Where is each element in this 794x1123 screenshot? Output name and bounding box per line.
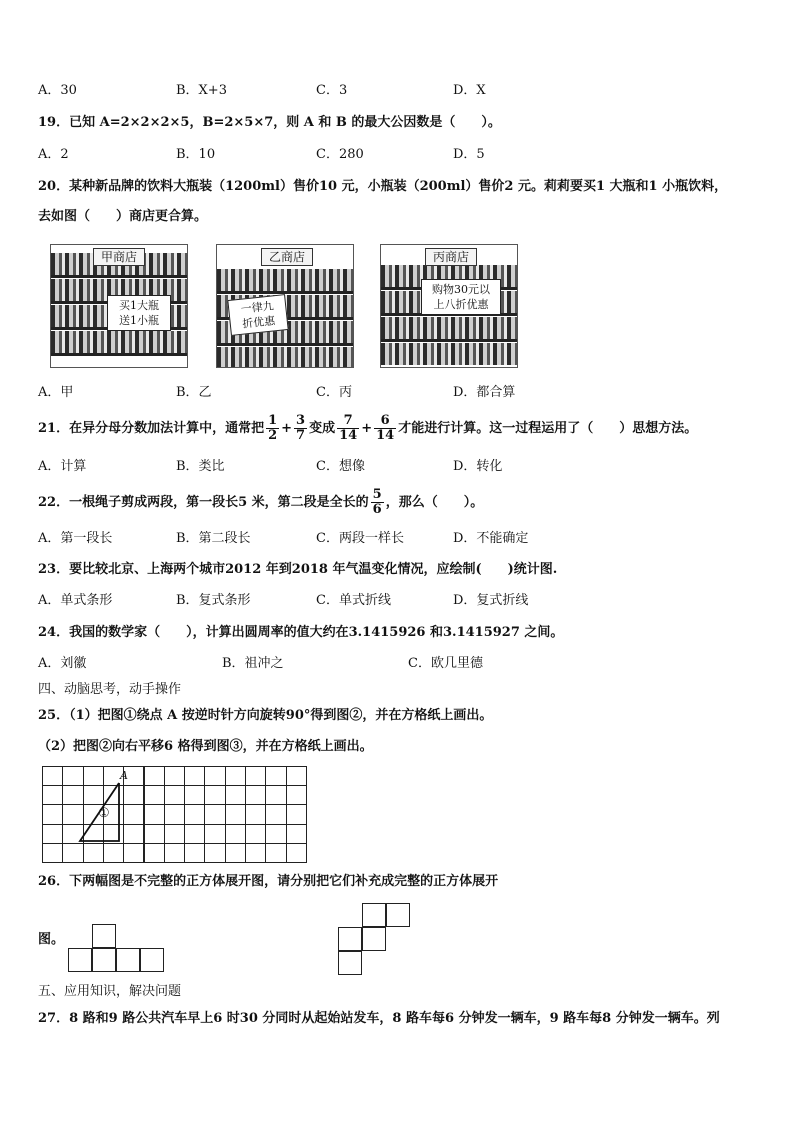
store-photo-yi: [216, 244, 354, 368]
store-title-yi: 乙商店: [261, 248, 313, 266]
q20-option-a: A．甲: [38, 385, 74, 400]
store-photo-bing: [380, 244, 518, 368]
q21-option-c: C．想像: [316, 459, 365, 474]
q26-net-1: [68, 924, 168, 974]
q23-option-c: C．单式折线: [316, 593, 391, 608]
q18-option-d: D．X: [453, 83, 486, 98]
q18-option-a: A．30: [38, 83, 77, 98]
store-photo-jia: [50, 244, 188, 368]
q20-option-d: D．都合算: [453, 385, 516, 400]
q22-option-a: A．第一段长: [38, 531, 113, 546]
q18-option-c: C．3: [316, 83, 348, 98]
q22-fraction: $\frac{5}{6}$: [372, 487, 382, 517]
q19-option-d: D．5: [453, 147, 485, 162]
q21-prefix: 21．在异分母分数加法计算中，通常把: [38, 421, 265, 436]
q22-prefix: 22．一根绳子剪成两段，第一段长5 米，第二段是全长的: [38, 495, 369, 510]
section-5-heading: 五、应用知识，解决问题: [38, 984, 182, 999]
q21-fraction-2: $\frac{3}{7}$: [296, 413, 306, 443]
q22-option-b: B．第二段长: [176, 531, 251, 546]
q19-option-a: A．2: [38, 147, 69, 162]
q21-fraction-1: $\frac{1}{2}$: [268, 413, 278, 443]
q26-instruction-line2: 图。: [38, 932, 65, 947]
q19-option-c: C．280: [316, 147, 364, 162]
q21-option-a: A．计算: [38, 459, 87, 474]
store-sign-yi: 一律九 折优惠: [227, 294, 288, 336]
q24-question: 24．我国的数学家（ ），计算出圆周率的值大约在3.1415926 和3.1415927 之间。: [38, 625, 564, 640]
q24-option-a: A．刘徽: [38, 656, 87, 671]
q24-option-c: C．欧几里德: [408, 656, 483, 671]
section-4-heading: 四、动脑思考，动手操作: [38, 682, 182, 697]
q22-option-d: D．不能确定: [453, 531, 529, 546]
q20-question-line1: 20．某种新品牌的饮料大瓶装（1200ml）售价10 元，小瓶装（200ml）售价2 元。莉莉要买1 大瓶和1 小瓶饮料，: [38, 179, 728, 194]
q21-option-b: B．类比: [176, 459, 225, 474]
q21-suffix: 才能进行计算。这一过程运用了（ ）思想方法。: [398, 421, 698, 436]
q21-fraction-4: $\frac{6}{14}$: [376, 413, 395, 443]
q20-option-c: C．丙: [316, 385, 352, 400]
store-sign-jia: 买1大瓶 送1小瓶: [107, 295, 171, 331]
q25-instruction-1: 25．（1）把图①绕点 A 按逆时针方向旋转90°得到图②，并在方格纸上画出。: [38, 708, 493, 723]
q23-question: 23．要比较北京、上海两个城市2012 年到2018 年气温变化情况，应绘制( )统计图.: [38, 562, 558, 577]
q21-fraction-3: $\frac{7}{14}$: [339, 413, 358, 443]
q26-instruction-line1: 26．下两幅图是不完整的正方体展开图，请分别把它们补充成完整的正方体展开: [38, 874, 499, 889]
q18-option-b: B．X+3: [176, 83, 227, 98]
q23-option-d: D．复式折线: [453, 593, 529, 608]
q19-question: 19．已知 A=2×2×2×5，B=2×5×7，则 A 和 B 的最大公因数是（ ）。: [38, 115, 501, 130]
q27-question: 27．8 路和9 路公共汽车早上6 时30 分同时从起始站发车，8 路车每6 分钟发一辆车，9 路车每8 分钟发一辆车。列: [38, 1011, 720, 1026]
q25-figure-1-triangle: [42, 766, 306, 862]
q20-question-line2: 去如图（ ）商店更合算。: [38, 209, 208, 224]
q25-grid-paper: [42, 766, 306, 862]
q22-option-c: C．两段一样长: [316, 531, 404, 546]
store-sign-bing: 购物30元以 上八折优惠: [421, 279, 501, 315]
store-title-jia: 甲商店: [93, 248, 145, 266]
q23-option-a: A．单式条形: [38, 593, 113, 608]
q20-option-b: B．乙: [176, 385, 212, 400]
q26-net-2: [338, 903, 412, 977]
q23-option-b: B．复式条形: [176, 593, 251, 608]
q22-suffix: ，那么（ ）。: [385, 495, 484, 510]
q21-question: 21．在异分母分数加法计算中，通常把 $\frac{1}{2}$ + $\frac{3}{7}$ 变成 $\frac{7}{14}$ + $\frac{6}{14}$ 才能进行计算。这一过程运用了（ ）思想方法。: [38, 413, 698, 443]
q19-option-b: B．10: [176, 147, 216, 162]
q21-option-d: D．转化: [453, 459, 503, 474]
q22-question: [38, 486, 483, 520]
store-title-bing: 丙商店: [425, 248, 477, 266]
q25-instruction-2: （2）把图②向右平移6 格得到图③，并在方格纸上画出。: [38, 739, 373, 754]
q25-point-a-label: A: [120, 769, 128, 782]
q25-figure-1-label: ①: [98, 806, 110, 821]
q24-option-b: B．祖冲之: [222, 656, 284, 671]
